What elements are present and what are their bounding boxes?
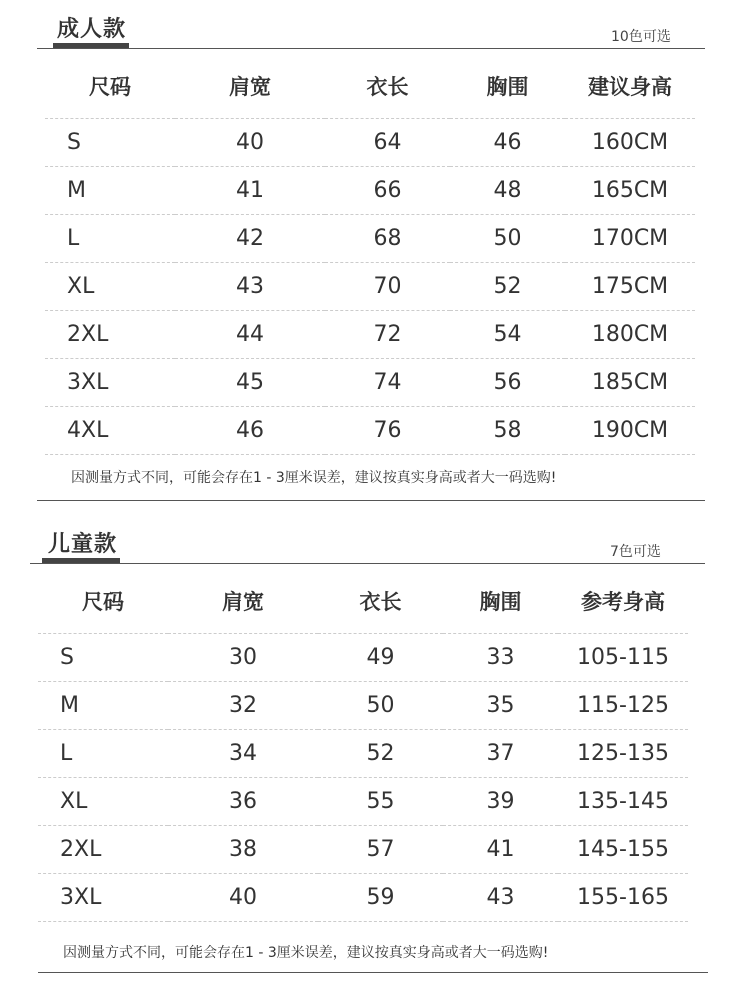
- height-cell: 160CM: [565, 119, 695, 167]
- kids-table-header-row: [38, 569, 688, 634]
- kids-header-height: 参考身高: [558, 569, 688, 634]
- table-row: [45, 311, 695, 359]
- chest-cell: 48: [450, 167, 565, 215]
- length-cell: 52: [318, 730, 443, 778]
- size-cell: L: [45, 215, 175, 263]
- size-cell: 2XL: [38, 826, 168, 874]
- length-cell: 59: [318, 874, 443, 922]
- adult-color-count: 10色可选: [611, 29, 671, 45]
- shoulder-cell: 45: [175, 359, 325, 407]
- adult-bottom-divider: [37, 500, 705, 501]
- kids-measurement-note: 因测量方式不同，可能会存在1 - 3厘米误差，建议按真实身高或者大一码选购!: [63, 945, 549, 961]
- shoulder-cell: 46: [175, 407, 325, 455]
- chest-cell: 52: [450, 263, 565, 311]
- size-cell: M: [45, 167, 175, 215]
- table-row: [38, 778, 688, 826]
- kids-header-shoulder: 肩宽: [168, 569, 318, 634]
- shoulder-cell: 30: [168, 634, 318, 682]
- kids-bottom-divider: [38, 972, 708, 973]
- size-cell: S: [45, 119, 175, 167]
- table-row: [45, 359, 695, 407]
- table-row: [38, 634, 688, 682]
- chest-cell: 58: [450, 407, 565, 455]
- shoulder-cell: 32: [168, 682, 318, 730]
- shoulder-cell: 41: [175, 167, 325, 215]
- shoulder-cell: 38: [168, 826, 318, 874]
- table-row: [45, 167, 695, 215]
- length-cell: 57: [318, 826, 443, 874]
- height-cell: 190CM: [565, 407, 695, 455]
- length-cell: 76: [325, 407, 450, 455]
- chest-cell: 33: [443, 634, 558, 682]
- adult-size-table: [45, 54, 695, 455]
- adult-table-header-row: [45, 54, 695, 119]
- adult-header-size: 尺码: [45, 54, 175, 119]
- shoulder-cell: 44: [175, 311, 325, 359]
- height-cell: 155-165: [558, 874, 688, 922]
- height-cell: 105-115: [558, 634, 688, 682]
- table-row: [45, 215, 695, 263]
- shoulder-cell: 36: [168, 778, 318, 826]
- shoulder-cell: 40: [175, 119, 325, 167]
- kids-size-table: [38, 569, 688, 922]
- table-row: [38, 826, 688, 874]
- size-cell: 3XL: [38, 874, 168, 922]
- length-cell: 66: [325, 167, 450, 215]
- size-cell: 3XL: [45, 359, 175, 407]
- length-cell: 50: [318, 682, 443, 730]
- size-cell: XL: [38, 778, 168, 826]
- length-cell: 74: [325, 359, 450, 407]
- adult-section-title: 成人款: [57, 17, 127, 42]
- length-cell: 72: [325, 311, 450, 359]
- adult-header-shoulder: 肩宽: [175, 54, 325, 119]
- chest-cell: 39: [443, 778, 558, 826]
- height-cell: 125-135: [558, 730, 688, 778]
- length-cell: 55: [318, 778, 443, 826]
- chest-cell: 41: [443, 826, 558, 874]
- chest-cell: 35: [443, 682, 558, 730]
- table-row: [38, 730, 688, 778]
- adult-header-length: 衣长: [325, 54, 450, 119]
- chest-cell: 56: [450, 359, 565, 407]
- table-row: [38, 874, 688, 922]
- table-row: [45, 263, 695, 311]
- height-cell: 135-145: [558, 778, 688, 826]
- size-cell: XL: [45, 263, 175, 311]
- adult-size-section: [37, 0, 705, 502]
- table-row: [45, 407, 695, 455]
- length-cell: 64: [325, 119, 450, 167]
- chest-cell: 43: [443, 874, 558, 922]
- kids-size-section: [30, 515, 705, 975]
- chest-cell: 54: [450, 311, 565, 359]
- height-cell: 170CM: [565, 215, 695, 263]
- adult-header-chest: 胸围: [450, 54, 565, 119]
- length-cell: 68: [325, 215, 450, 263]
- adult-measurement-note: 因测量方式不同，可能会存在1 - 3厘米误差，建议按真实身高或者大一码选购!: [71, 470, 557, 486]
- height-cell: 165CM: [565, 167, 695, 215]
- height-cell: 185CM: [565, 359, 695, 407]
- chest-cell: 50: [450, 215, 565, 263]
- kids-header-chest: 胸围: [443, 569, 558, 634]
- kids-header-size: 尺码: [38, 569, 168, 634]
- length-cell: 70: [325, 263, 450, 311]
- size-cell: S: [38, 634, 168, 682]
- height-cell: 145-155: [558, 826, 688, 874]
- table-row: [45, 119, 695, 167]
- size-cell: L: [38, 730, 168, 778]
- kids-color-count: 7色可选: [610, 544, 661, 560]
- size-cell: 4XL: [45, 407, 175, 455]
- shoulder-cell: 42: [175, 215, 325, 263]
- shoulder-cell: 43: [175, 263, 325, 311]
- kids-header-length: 衣长: [318, 569, 443, 634]
- length-cell: 49: [318, 634, 443, 682]
- height-cell: 175CM: [565, 263, 695, 311]
- shoulder-cell: 34: [168, 730, 318, 778]
- height-cell: 180CM: [565, 311, 695, 359]
- adult-header-divider: [37, 48, 705, 49]
- shoulder-cell: 40: [168, 874, 318, 922]
- table-row: [38, 682, 688, 730]
- kids-header-divider: [30, 563, 705, 564]
- height-cell: 115-125: [558, 682, 688, 730]
- kids-section-title: 儿童款: [48, 532, 118, 557]
- size-cell: M: [38, 682, 168, 730]
- size-cell: 2XL: [45, 311, 175, 359]
- adult-header-height: 建议身高: [565, 54, 695, 119]
- chest-cell: 46: [450, 119, 565, 167]
- chest-cell: 37: [443, 730, 558, 778]
